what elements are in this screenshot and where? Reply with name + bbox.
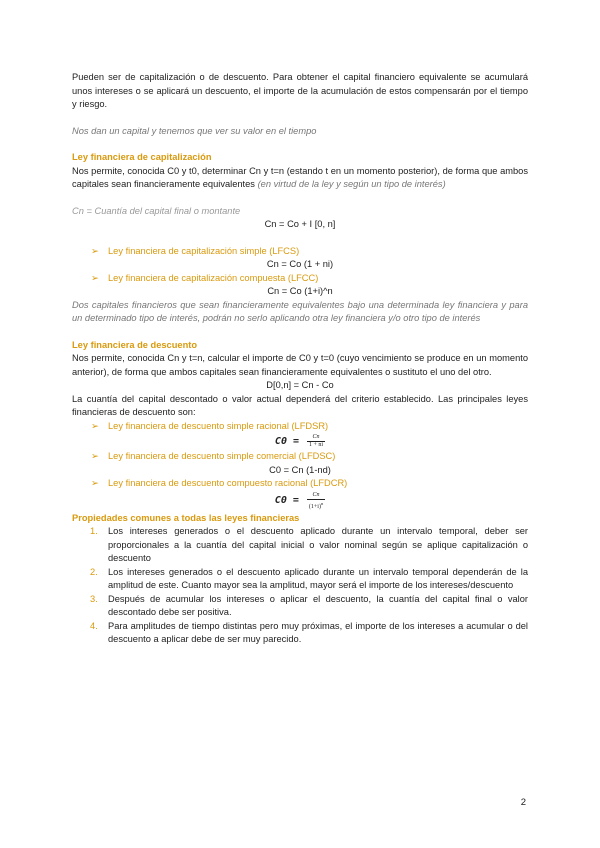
arrow-bullet-icon: ➢ xyxy=(91,272,99,283)
capitalizacion-italic: (en virtud de la ley y según un tipo de interés) xyxy=(257,179,446,189)
formula-lfdsc: C0 = Cn (1-nd) xyxy=(269,464,331,475)
capitalizacion-text: Nos permite, conocida C0 y t0, determinar Cn y t=n (estando t en un momento posterior), de forma que ambos capitales sean financieramente equivalentes xyxy=(72,165,528,189)
page-number: 2 xyxy=(520,797,526,808)
lfdsr-fraction xyxy=(307,434,325,449)
note-capital-time: Nos dan un capital y tenemos que ver su valor en el tiempo xyxy=(72,125,317,136)
heading-propiedades: Propiedades comunes a todas las leyes financieras xyxy=(72,512,300,523)
intro-paragraph: Pueden ser de capitalización o de descuento. Para obtener el capital financiero equivalente se acumulará unos intereses o se aplicará un descuento, el importe de la acumulación de estos compensarán por el tiempo y riesgo. xyxy=(72,72,528,109)
properties-list xyxy=(72,525,528,647)
descuento-paragraph: Nos permite, conocida Cn y t=n, calcular el importe de C0 y t=0 (cuyo vencimiento se produce en un momento anterior), de forma que ambos capitales sean financieramente equivalentes o sustituto el uno del otro. xyxy=(72,353,528,377)
lfdsr-denominator: 1 + ni xyxy=(309,442,324,448)
formula-lfcc: Cn = Co (1+i)^n xyxy=(267,286,333,296)
bullet-lfcs: ➢ Ley financiera de capitalización simple (LFCS) xyxy=(72,245,528,259)
arrow-bullet-icon: ➢ xyxy=(91,420,99,431)
lfdsr-lhs: C0 = xyxy=(274,435,300,447)
formula-lfdcr xyxy=(72,492,528,511)
lfdcr-exponent: n xyxy=(320,500,324,506)
lfdcr-fraction xyxy=(307,492,325,511)
bullet-lfdcr: ➢ Ley financiera de descuento compuesto racional (LFDCR) xyxy=(72,477,528,491)
list-item: 4. Para amplitudes de tiempo distintas pero muy próximas, el importe de los intereses a acumular o del descuento a aplicar debe de ser muy parecido. xyxy=(90,620,528,644)
lfdcr-lhs: C0 = xyxy=(274,495,299,507)
arrow-bullet-icon: ➢ xyxy=(91,478,99,488)
formula-lfdsr xyxy=(72,434,528,449)
lfdcr-denominator: (1+i) xyxy=(308,503,321,510)
arrow-bullet-icon: ➢ xyxy=(91,245,99,256)
formula-descuento: D[0,n] = Cn - Co xyxy=(266,380,334,390)
lfdcr-numerator: Cn xyxy=(312,491,320,498)
lfdcr-denominator-wrap xyxy=(307,499,325,511)
bullet-lfdsr: ➢ Ley financiera de descuento simple racional (LFDSR) xyxy=(72,420,528,434)
note-equivalence: Dos capitales financieros que sean financieramente equivalentes bajo una determinada ley financiera y para un determinado tipo de interés, podrán no serlo aplicando otra ley financiera y/o otro tipo de interés xyxy=(72,299,528,323)
descuento-paragraph-2: La cuantía del capital descontado o valor actual dependerá del criterio establecido. Las principales leyes financieras de descuento son: xyxy=(72,393,528,417)
list-item: 3. Después de acumular los intereses o aplicar el descuento, la cuantía del capital final o valor descontado debe ser positiva. xyxy=(90,593,528,617)
list-item: 2. Los intereses generados o el descuento aplicado durante un intervalo temporal dependerán de la amplitud de este. Cuanto mayor sea la amplitud, mayor será el importe de los intereses/descuento xyxy=(90,566,528,590)
formula-lfcs: Cn = Co (1 + ni) xyxy=(266,259,334,269)
heading-capitalizacion: Ley financiera de capitalización xyxy=(72,152,212,162)
list-item: 1. Los intereses generados o el descuento aplicado durante un intervalo temporal, deber ser proporcionales a la cuantía del capital inicial o valor nominal según se aplique capitalización o descuento xyxy=(90,526,528,563)
formula-cn: Cn = Co + I [0, n] xyxy=(264,219,336,229)
cn-definition: Cn = Cuantía del capital final o montante xyxy=(72,205,241,216)
arrow-bullet-icon: ➢ xyxy=(91,451,99,461)
lfdsr-numerator: Cn xyxy=(312,434,320,440)
bullet-lfdsc: ➢ Ley financiera de descuento simple comercial (LFDSC) xyxy=(72,450,528,464)
capitalizacion-paragraph xyxy=(72,165,528,192)
bullet-lfcc: ➢ Ley financiera de capitalización compuesta (LFCC) xyxy=(72,272,528,286)
heading-descuento: Ley financiera de descuento xyxy=(72,339,198,350)
document-page xyxy=(72,71,528,647)
